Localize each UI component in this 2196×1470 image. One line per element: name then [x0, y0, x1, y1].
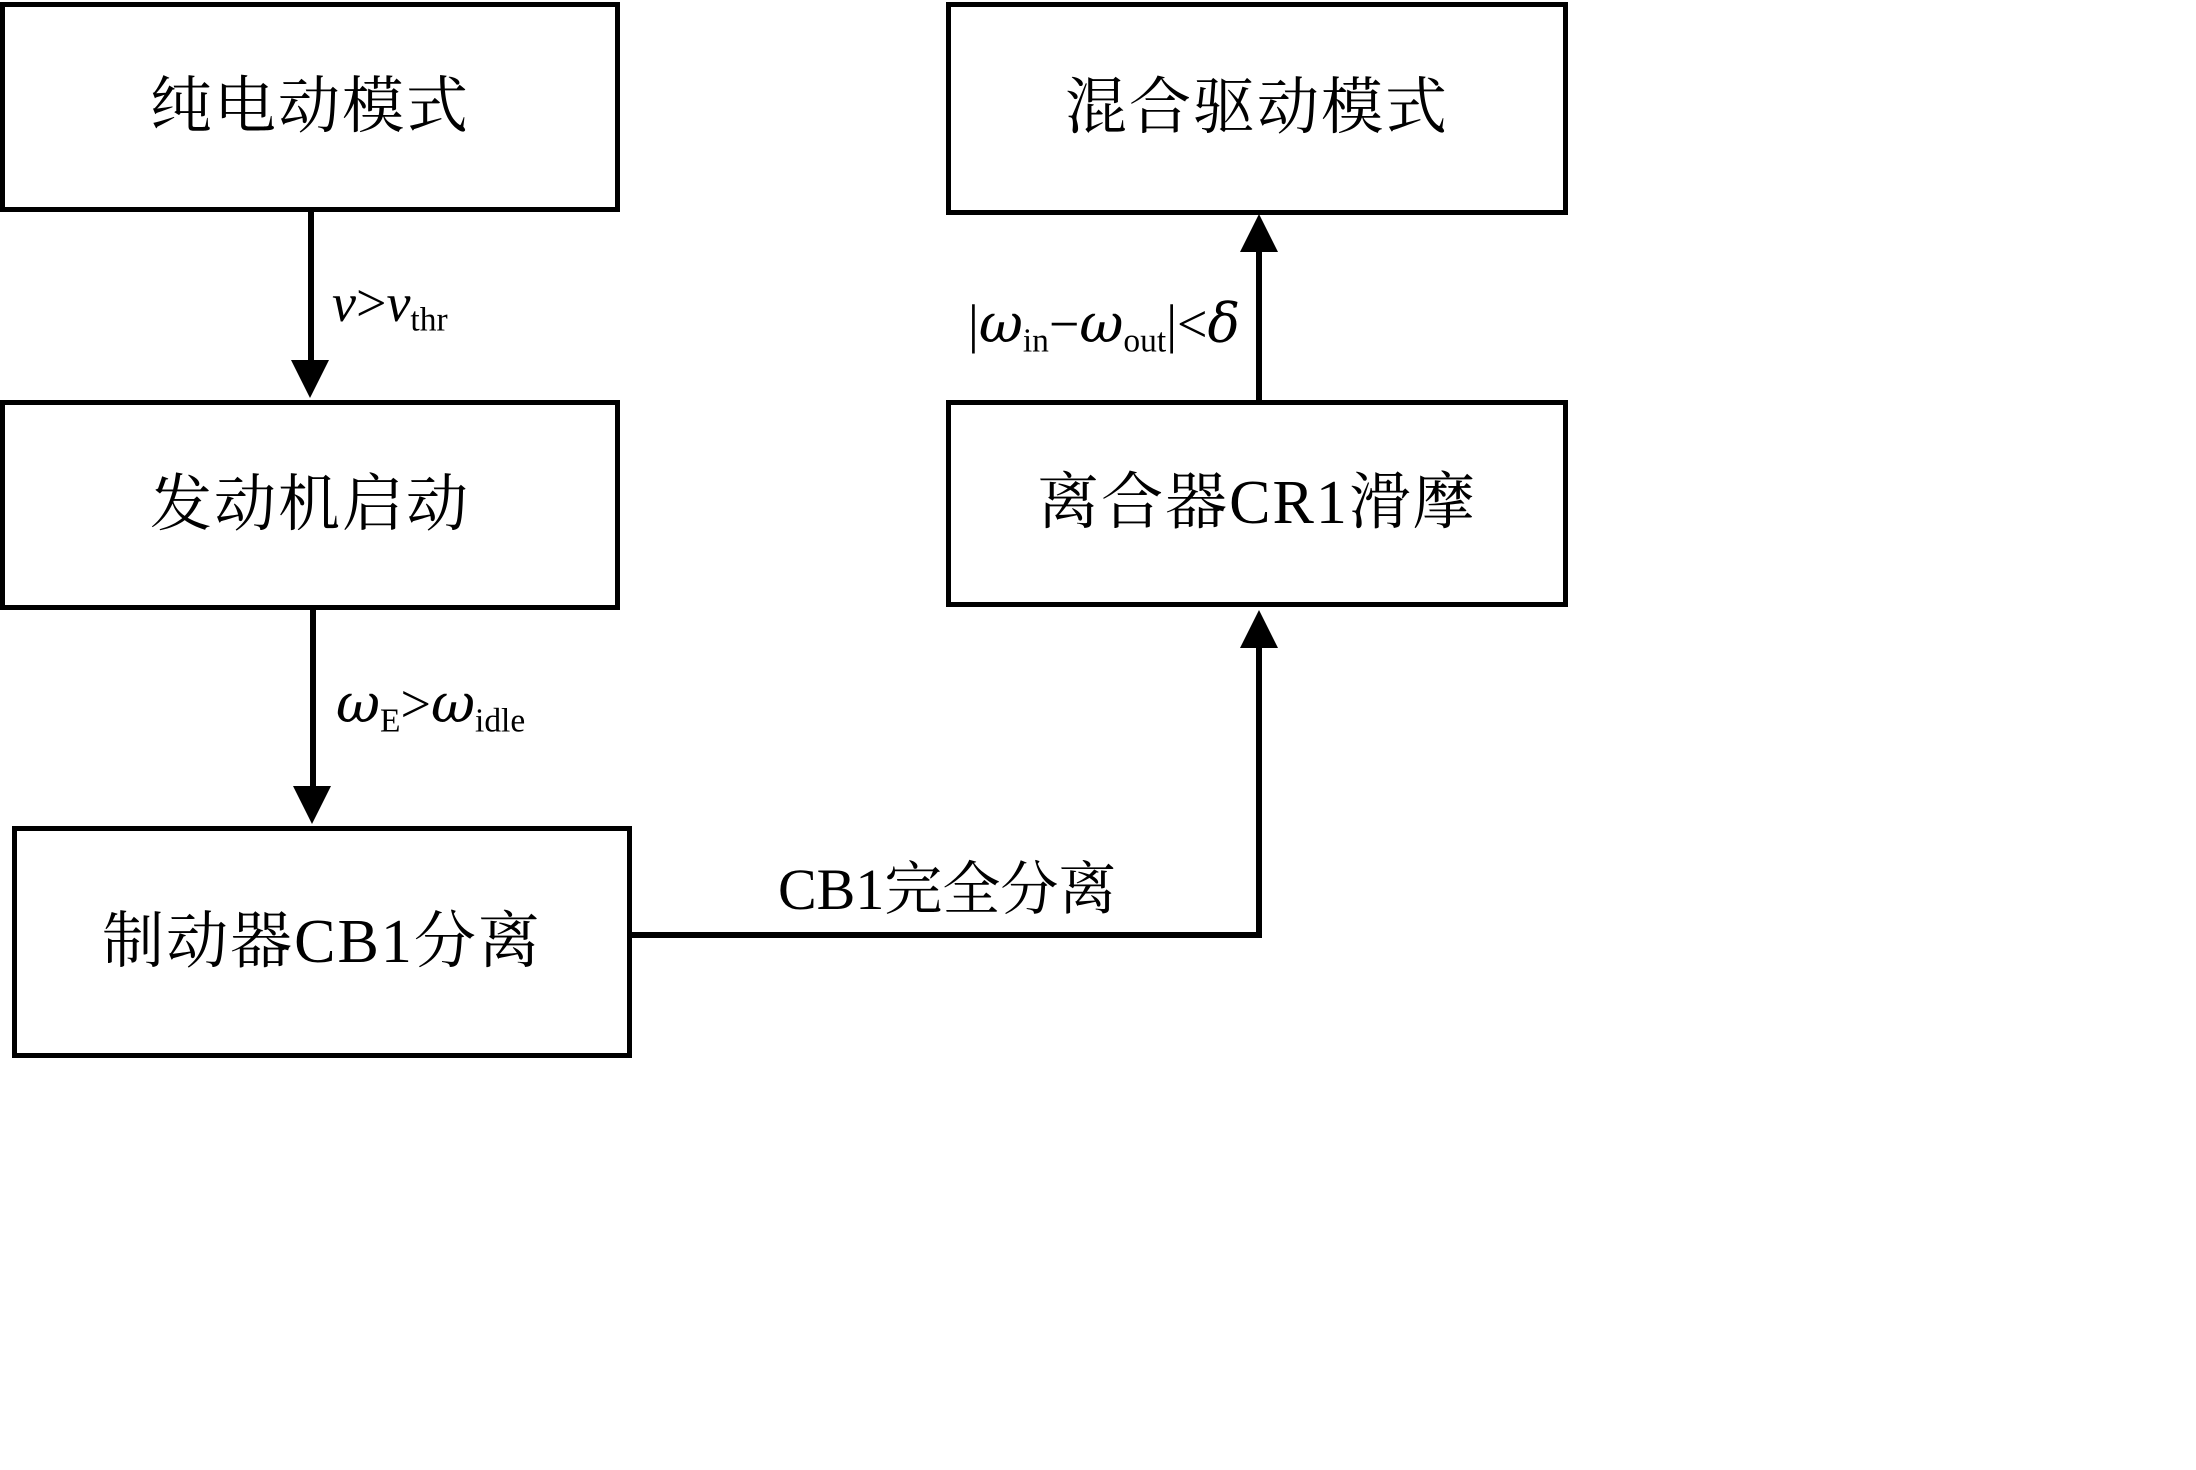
- edge2-var2: ω: [430, 672, 476, 735]
- edge1-sub2: thr: [410, 301, 448, 339]
- node-clutch-cr1-label: 离合器CR1滑摩: [1037, 469, 1477, 538]
- edge-ev-to-engine-arrowhead: [291, 360, 329, 398]
- edge-engine-to-brake-label: [336, 672, 525, 740]
- edge2-sub1: E: [380, 702, 401, 740]
- edge-clutch-to-hybrid-line: [1256, 250, 1262, 402]
- edge2-op: >: [400, 674, 431, 734]
- edge2-sub2: idle: [475, 702, 526, 740]
- edge4-sub2: out: [1123, 322, 1167, 360]
- edge-engine-to-brake-arrowhead: [293, 786, 331, 824]
- node-engine-start: [0, 400, 620, 610]
- edge1-op: >: [355, 273, 387, 333]
- edge-ev-to-engine-label: [332, 272, 448, 339]
- edge-clutch-to-hybrid-arrowhead: [1240, 214, 1278, 252]
- edge4-op: <: [1177, 294, 1208, 354]
- edge-engine-to-brake-line: [310, 610, 316, 792]
- edge-clutch-to-hybrid-label: [968, 292, 1240, 360]
- edge4-sub1: in: [1022, 322, 1049, 360]
- edge1-var2: v: [386, 273, 411, 333]
- edge-ev-to-engine-line: [308, 212, 314, 367]
- node-clutch-cr1: [946, 400, 1568, 607]
- node-ev-mode: [0, 2, 620, 212]
- edge4-bar-open: |: [968, 294, 979, 354]
- edge4-var2: ω: [1079, 292, 1124, 355]
- edge4-var1: ω: [978, 292, 1023, 355]
- edge3-text: CB1完全分离: [778, 857, 1117, 922]
- node-engine-start-label: 发动机启动: [149, 470, 470, 539]
- edge4-var3: δ: [1207, 292, 1240, 355]
- node-ev-mode-label: 纯电动模式: [149, 72, 470, 141]
- node-hybrid-mode-label: 混合驱动模式: [1064, 74, 1449, 143]
- node-brake-cb1: [12, 826, 632, 1058]
- edge2-var1: ω: [336, 672, 381, 735]
- edge-brake-to-clutch-arrowhead: [1240, 610, 1278, 648]
- edge-brake-to-clutch-hline: [630, 932, 1262, 938]
- edge1-var1: v: [332, 273, 356, 333]
- edge4-bar-close: |: [1166, 294, 1178, 354]
- node-brake-cb1-label: 制动器CB1分离: [102, 907, 542, 976]
- node-hybrid-mode: [946, 2, 1568, 215]
- edge-brake-to-clutch-label: [778, 842, 1116, 926]
- edge4-minus: −: [1048, 294, 1080, 354]
- edge-brake-to-clutch-vline: [1256, 648, 1262, 936]
